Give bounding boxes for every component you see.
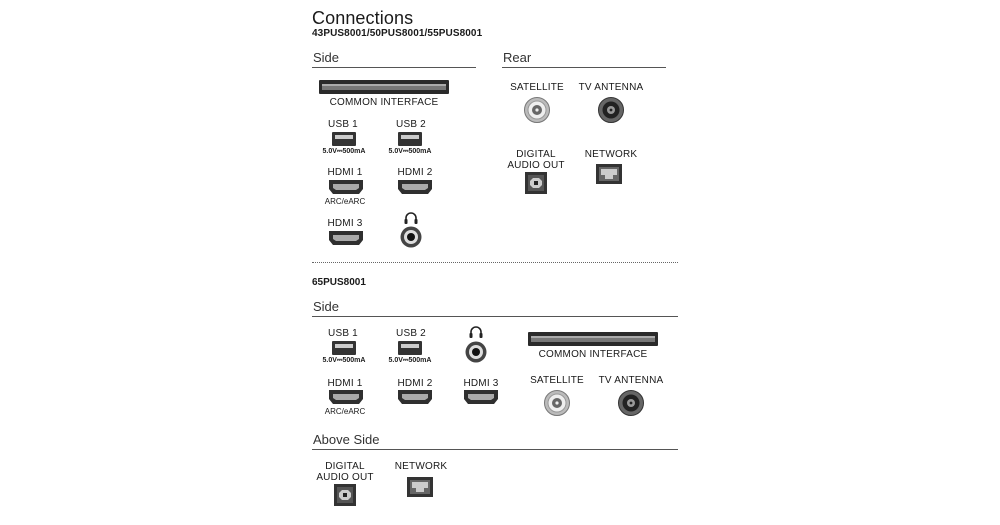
hdmi-port-icon [398, 180, 432, 194]
usb1-label-65: USB 1 [328, 328, 358, 339]
usb-port-icon [332, 341, 356, 355]
network-label: NETWORK [584, 149, 638, 160]
usb1-power-spec-65: 5.0V⎓500mA [322, 357, 366, 364]
section-side-heading-65: Side [313, 299, 340, 314]
coaxial-port-icon [618, 390, 644, 416]
coaxial-port-icon [524, 97, 550, 123]
tv-antenna-label: TV ANTENNA [578, 82, 644, 93]
common-interface-label-65: COMMON INTERFACE [538, 349, 648, 360]
usb2-power-spec: 5.0V⎓500mA [388, 148, 432, 155]
hdmi2-label-65: HDMI 2 [397, 378, 433, 389]
section-side-heading: Side [313, 50, 340, 65]
headphone-jack-icon [400, 226, 422, 248]
network-label-65: NETWORK [394, 461, 448, 472]
optical-port-icon [334, 484, 356, 506]
model-list: 43PUS8001/50PUS8001/55PUS8001 [312, 28, 483, 39]
usb2-label-65: USB 2 [396, 328, 426, 339]
section-side-rule [312, 67, 476, 68]
optical-port-icon [525, 172, 547, 194]
page-title: Connections [312, 8, 414, 28]
hdmi-port-icon [329, 390, 363, 404]
section-rear-heading: Rear [503, 50, 532, 65]
digital-audio-out-label-65: DIGITAL AUDIO OUT [316, 461, 374, 483]
usb-port-icon [398, 132, 422, 146]
usb-port-icon [398, 341, 422, 355]
usb1-power-spec: 5.0V⎓500mA [322, 148, 366, 155]
hdmi3-label-65: HDMI 3 [463, 378, 499, 389]
hdmi-port-icon [398, 390, 432, 404]
headphone-icon [404, 212, 418, 224]
model-list-65: 65PUS8001 [312, 277, 366, 288]
hdmi-port-icon [329, 231, 363, 245]
common-interface-label: COMMON INTERFACE [329, 97, 439, 108]
section-side-rule-65 [312, 316, 678, 317]
digital-audio-out-label: DIGITAL AUDIO OUT [507, 149, 565, 171]
coaxial-port-icon [598, 97, 624, 123]
satellite-label: SATELLITE [510, 82, 564, 93]
hdmi1-note: ARC/eARC [324, 197, 366, 206]
section-rear-rule [502, 67, 666, 68]
headphone-jack-icon [465, 341, 487, 363]
hdmi1-label-65: HDMI 1 [327, 378, 363, 389]
hdmi3-label: HDMI 3 [327, 218, 363, 229]
usb2-power-spec-65: 5.0V⎓500mA [388, 357, 432, 364]
ethernet-port-icon [596, 164, 622, 184]
coaxial-port-icon [544, 390, 570, 416]
usb2-label: USB 2 [396, 119, 426, 130]
satellite-label-65: SATELLITE [530, 375, 584, 386]
common-interface-slot-icon [528, 332, 658, 346]
usb-port-icon [332, 132, 356, 146]
usb1-label: USB 1 [328, 119, 358, 130]
hdmi-port-icon [464, 390, 498, 404]
ethernet-port-icon [407, 477, 433, 497]
hdmi-port-icon [329, 180, 363, 194]
hdmi1-label: HDMI 1 [327, 167, 363, 178]
headphone-icon [469, 326, 483, 338]
hdmi1-note-65: ARC/eARC [324, 407, 366, 416]
tv-antenna-label-65: TV ANTENNA [598, 375, 664, 386]
section-above-side-rule [312, 449, 678, 450]
common-interface-slot-icon [319, 80, 449, 94]
hdmi2-label: HDMI 2 [397, 167, 433, 178]
model-divider [312, 262, 678, 263]
section-above-side-heading: Above Side [313, 432, 380, 447]
